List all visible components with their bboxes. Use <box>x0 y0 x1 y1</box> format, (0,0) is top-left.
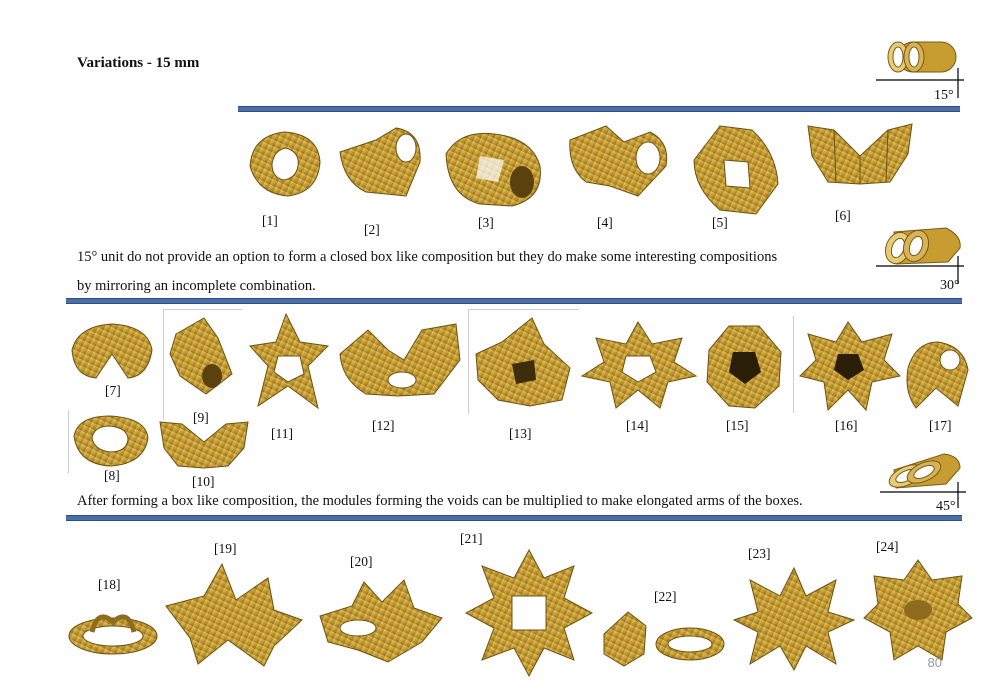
caption-16: [16] <box>835 418 858 433</box>
divider-rule <box>66 298 962 304</box>
caption-18: [18] <box>98 577 121 592</box>
caption-22: [22] <box>654 589 677 604</box>
module-photo-8 <box>70 412 152 470</box>
photo-frame <box>793 316 794 413</box>
paragraph-1-line-2: by mirroring an incomplete combination. <box>77 278 316 294</box>
caption-1: [1] <box>262 213 278 228</box>
module-photo-7 <box>68 320 156 382</box>
module-photo-9 <box>166 314 238 398</box>
module-photo-4 <box>566 122 672 202</box>
divider-rule <box>238 106 960 112</box>
page-number: 80 <box>927 655 942 670</box>
module-photo-14 <box>580 320 698 410</box>
module-photo-12 <box>338 320 464 398</box>
module-photo-15 <box>703 322 785 410</box>
module-photo-23 <box>732 566 856 672</box>
module-photo-21 <box>464 548 594 678</box>
caption-6: [6] <box>835 208 851 223</box>
module-photo-19 <box>164 560 304 672</box>
caption-10: [10] <box>192 474 215 489</box>
caption-20: [20] <box>350 554 373 569</box>
caption-5: [5] <box>712 215 728 230</box>
caption-24: [24] <box>876 539 899 554</box>
module-photo-18 <box>66 604 160 656</box>
caption-15: [15] <box>726 418 749 433</box>
angle-45-label: 45° <box>936 499 956 514</box>
module-photo-17 <box>902 338 972 412</box>
caption-19: [19] <box>214 541 237 556</box>
module-photo-6 <box>804 120 916 186</box>
module-photo-5 <box>690 122 782 220</box>
caption-17: [17] <box>929 418 952 433</box>
caption-8: [8] <box>104 468 120 483</box>
angle-15-label: 15° <box>934 88 954 103</box>
module-photo-20 <box>318 572 444 666</box>
page-title: Variations - 15 mm <box>77 55 200 71</box>
caption-4: [4] <box>597 215 613 230</box>
caption-14: [14] <box>626 418 649 433</box>
paragraph-1-line-1: 15° unit do not provide an option to form a closed box like composition but they do make some interesting compositions <box>77 249 778 265</box>
caption-3: [3] <box>478 215 494 230</box>
caption-23: [23] <box>748 546 771 561</box>
caption-13: [13] <box>509 426 532 441</box>
module-photo-16 <box>798 320 902 412</box>
module-photo-1 <box>244 126 326 200</box>
module-photo-13 <box>472 314 576 410</box>
caption-2: [2] <box>364 222 380 237</box>
module-photo-2 <box>336 122 426 204</box>
divider-rule <box>66 515 962 521</box>
caption-12: [12] <box>372 418 395 433</box>
module-photo-11 <box>248 312 332 414</box>
caption-9: [9] <box>193 410 209 425</box>
caption-11: [11] <box>271 426 293 441</box>
module-photo-24 <box>862 556 974 662</box>
caption-7: [7] <box>105 383 121 398</box>
module-photo-3 <box>440 126 548 212</box>
module-photo-22 <box>600 604 728 668</box>
photo-frame <box>68 410 69 473</box>
paragraph-2: After forming a box like composition, the modules forming the voids can be multiplied to make elongated arms of the boxes. <box>77 493 803 509</box>
caption-21: [21] <box>460 531 483 546</box>
angle-30-label: 30° <box>940 278 960 293</box>
